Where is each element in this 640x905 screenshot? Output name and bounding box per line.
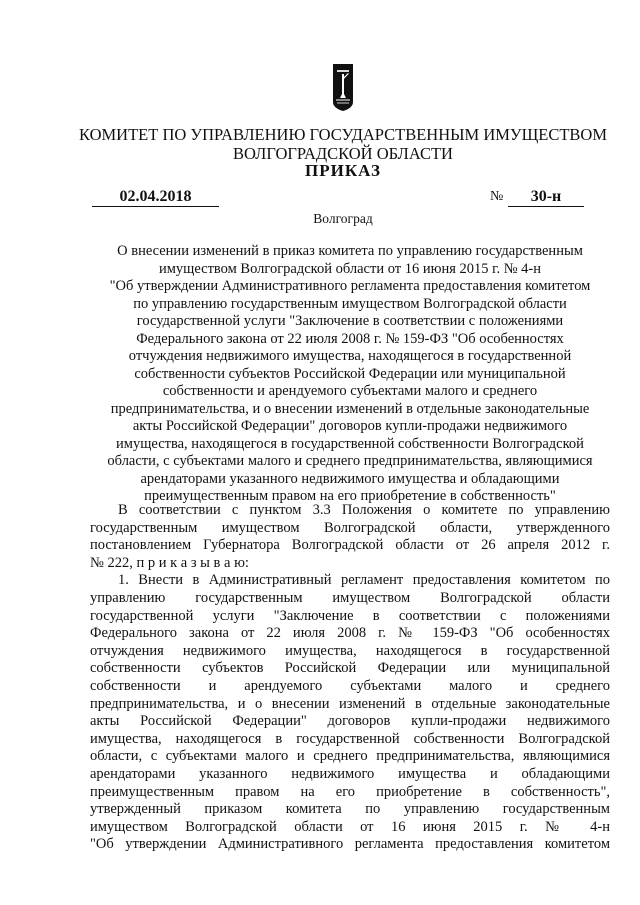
subject-line: акты Российской Федерации" договоров купли-продажи недвижимого	[132, 418, 568, 434]
subject-line: О внесении изменений в приказ комитета по управлению государственным	[117, 243, 583, 259]
city: Волгоград	[313, 211, 373, 226]
subject-line: имущества, находящегося в государственной собственности Волгоградской	[116, 435, 584, 452]
body-line: постановлением Губернатора Волгоградской области от 26 апреля 2012 г.	[90, 537, 610, 554]
body-line: собственности субъектов Российской Федерации или муниципальной	[90, 660, 610, 677]
body-line: государственным имуществом Волгоградской области, утвержденного	[90, 519, 610, 536]
body-line: утвержденный приказом комитета по управлению государственным	[90, 801, 610, 818]
subject-line: отчуждения недвижимого имущества, находящегося в государственной	[128, 348, 572, 364]
body-line: собственности и арендуемого субъектами малого и среднего	[90, 677, 610, 694]
body-line: предпринимательства, и о внесении изменений в отдельные законодательные	[90, 695, 610, 712]
body-line: арендаторами указанного недвижимого имущества и обладающими	[90, 765, 610, 782]
body-line: государственной услуги "Заключение в соответствии с положениями	[90, 607, 610, 624]
order-date: 02.04.2018	[92, 187, 219, 207]
number-sign: №	[490, 189, 504, 204]
body-line: области, с субъектами малого и среднего предпринимательства, являющимися	[90, 748, 610, 765]
subject-line: предпринимательства, и о внесении изменений в отдельные законодательные	[110, 400, 590, 417]
coat-of-arms-icon	[333, 64, 353, 111]
subject-line: арендаторами указанного недвижимого имущества и обладающими	[140, 470, 560, 487]
subject-line: государственной услуги "Заключение в соответствии с положениями	[136, 313, 564, 329]
committee-line-1: КОМИТЕТ ПО УПРАВЛЕНИЮ ГОСУДАРСТВЕННЫМ ИМУЩЕСТВОМ	[78, 125, 607, 144]
body-line: "Об утверждении Административного регламента предоставления комитетом	[90, 836, 610, 853]
order-number: 30-н	[508, 187, 584, 207]
committee-line-2: ВОЛГОГРАДСКОЙ ОБЛАСТИ	[233, 144, 453, 163]
subject-line: "Об утверждении Административного регламента предоставления комитетом	[109, 278, 591, 294]
body-line: имущества, находящегося в государственной собственности Волгоградской	[90, 730, 610, 747]
order-body	[90, 502, 610, 854]
body-line: имуществом Волгоградской области от 16 июня 2015 г. № 4-н	[90, 818, 610, 835]
body-line: Федерального закона от 22 июля 2008 г. № 159-ФЗ "Об особенностях	[90, 625, 610, 642]
order-subject	[86, 243, 614, 506]
subject-line: собственности субъектов Российской Федерации или муниципальной	[134, 365, 566, 382]
subject-line: области, с субъектами малого и среднего предпринимательства, являющимися	[107, 453, 593, 469]
subject-line: собственности и арендуемого субъектами малого и среднего	[162, 383, 538, 399]
body-line: № 222, п р и к а з ы в а ю:	[90, 554, 249, 571]
subject-line: по управлению государственным имуществом Волгоградской области	[133, 295, 567, 312]
subject-line: Федерального закона от 22 июля 2008 г. № 159-ФЗ "Об особенностях	[136, 330, 564, 347]
order-title: ПРИКАЗ	[305, 161, 381, 180]
subject-line: преимущественным правом на его приобретение в собственность"	[144, 488, 556, 504]
body-line: 1. Внести в Административный регламент предоставления комитетом по	[118, 572, 610, 589]
committee-name	[60, 125, 626, 163]
body-line: В соответствии с пунктом 3.3 Положения о комитете по управлению	[118, 502, 610, 518]
body-line: управлению государственным имуществом Волгоградской области	[90, 589, 610, 606]
subject-line: имуществом Волгоградской области от 16 июня 2015 г. № 4-н	[158, 260, 541, 277]
body-line: преимущественным правом на его приобретение в собственность",	[90, 783, 610, 800]
body-line: отчуждения недвижимого имущества, находящегося в государственной	[90, 642, 610, 659]
body-line: акты Российской Федерации" договоров купли-продажи недвижимого	[90, 713, 610, 730]
